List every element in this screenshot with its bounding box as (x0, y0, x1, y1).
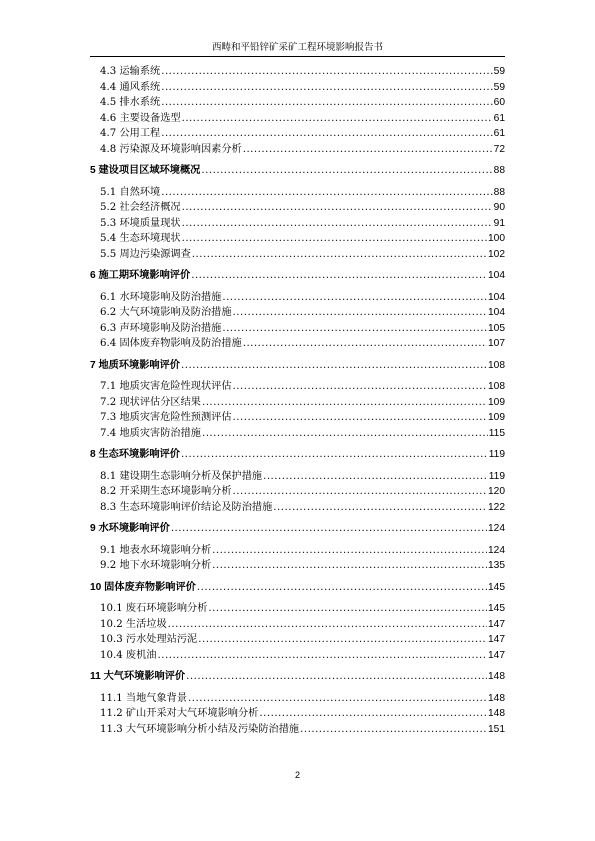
toc-entry-page: 124 (488, 523, 505, 534)
toc-leader-dots (208, 603, 487, 615)
toc-entry-page: 59 (493, 81, 505, 93)
toc-entry-label: 10.4 废机油 (100, 649, 157, 661)
toc-entry-label: 6 施工期环境影响评价 (90, 270, 191, 281)
toc-section-entry[interactable] (90, 82, 505, 98)
toc-leader-dots (161, 97, 492, 109)
running-header: 西畴和平铅锌矿采矿工程环境影响报告书 (211, 42, 383, 53)
toc-section-entry[interactable] (90, 486, 505, 502)
toc-entry-page: 119 (488, 470, 505, 482)
toc-entry-label: 4.8 污染源及环境影响因素分析 (100, 143, 242, 155)
toc-leader-dots (243, 144, 493, 156)
toc-section-entry[interactable] (90, 560, 505, 576)
toc-leader-dots (197, 582, 487, 594)
toc-entry-label: 7.2 现状评估分区结果 (100, 396, 201, 408)
toc-entry-label: 4.6 主要设备选型 (100, 112, 181, 124)
toc-entry-label: 7.1 地质灾害危险性现状评估 (100, 381, 232, 392)
toc-chapter-entry[interactable] (90, 671, 505, 687)
toc-entry-label: 6.2 大气环境影响及防治措施 (100, 307, 232, 318)
toc-entry-page: 60 (493, 97, 505, 108)
toc-leader-dots (168, 619, 487, 631)
toc-entry-page: 72 (493, 143, 505, 155)
toc-leader-dots (243, 338, 487, 350)
toc-entry-label: 5.3 环境质量现状 (100, 217, 181, 229)
toc-entry-page: 104 (488, 270, 505, 281)
toc-entry-label: 11.1 当地气象背景 (100, 692, 188, 704)
toc-entry-page: 115 (488, 427, 505, 439)
toc-leader-dots (233, 412, 487, 424)
toc-section-entry[interactable] (90, 307, 505, 323)
page-number: 2 (294, 770, 300, 780)
toc-leader-dots (188, 693, 487, 705)
toc-leader-dots (157, 650, 487, 662)
toc-entry-page: 104 (488, 307, 505, 318)
toc-leader-dots (192, 249, 487, 261)
toc-entry-page: 119 (488, 449, 505, 460)
toc-entry-label: 4.3 运输系统 (100, 66, 161, 77)
toc-entry-page: 88 (493, 186, 505, 198)
toc-entry-page: 108 (488, 359, 505, 371)
toc-section-entry[interactable] (90, 693, 505, 709)
toc-entry-label: 5 建设项目区域环境概况 (90, 165, 201, 176)
toc-section-entry[interactable] (90, 323, 505, 339)
toc-leader-dots (182, 233, 487, 245)
toc-section-entry[interactable] (90, 128, 505, 144)
toc-entry-page: 59 (493, 66, 505, 77)
toc-entry-label: 5.5 周边污染源调查 (100, 248, 191, 260)
toc-entry-label: 5.4 生态环境现状 (100, 233, 181, 244)
toc-leader-dots (263, 471, 488, 483)
toc-entry-label: 9 水环境影响评价 (90, 523, 170, 534)
toc-leader-dots (161, 128, 492, 140)
toc-section-entry[interactable] (90, 113, 505, 129)
toc-leader-dots (198, 634, 487, 646)
toc-entry-label: 11 大气环境影响评价 (90, 671, 186, 682)
header-rule (90, 56, 505, 57)
toc-entry-label: 7 地质环境影响评价 (90, 359, 180, 371)
toc-leader-dots (182, 113, 493, 125)
toc-entry-page: 61 (493, 128, 505, 139)
toc-entry-page: 109 (488, 396, 505, 408)
toc-section-entry[interactable] (90, 66, 505, 82)
toc-leader-dots (161, 82, 492, 94)
toc-section-entry[interactable] (90, 249, 505, 265)
toc-entry-label: 8 生态环境影响评价 (90, 449, 180, 460)
toc-entry-page: 105 (488, 322, 505, 334)
toc-leader-dots (181, 449, 488, 461)
toc-leader-dots (171, 523, 487, 535)
toc-leader-dots (191, 270, 487, 282)
toc-entry-label: 7.3 地质灾害危险性预测评估 (100, 412, 232, 423)
toc-section-entry[interactable] (90, 202, 505, 218)
toc-leader-dots (182, 218, 493, 230)
toc-chapter-entry[interactable] (90, 582, 505, 598)
toc-entry-page: 122 (488, 501, 505, 513)
toc-entry-label: 5.2 社会经济概况 (100, 202, 181, 213)
toc-entry-page: 107 (488, 338, 505, 349)
toc-section-entry[interactable] (90, 412, 505, 428)
toc-chapter-entry[interactable] (90, 165, 505, 181)
toc-entry-page: 109 (488, 412, 505, 423)
toc-leader-dots (233, 486, 487, 498)
toc-section-entry[interactable] (90, 397, 505, 413)
toc-leader-dots (186, 671, 487, 683)
toc-leader-dots (273, 502, 487, 514)
toc-entry-page: 135 (488, 560, 505, 571)
toc-section-entry[interactable] (90, 545, 505, 561)
toc-section-entry[interactable] (90, 619, 505, 635)
toc-entry-page: 90 (493, 202, 505, 213)
toc-chapter-entry[interactable] (90, 449, 505, 465)
toc-section-entry[interactable] (90, 218, 505, 234)
toc-leader-dots (212, 545, 487, 557)
toc-entry-label: 8.2 开采期生态环境影响分析 (100, 486, 232, 497)
toc-entry-label: 4.7 公用工程 (100, 128, 161, 139)
toc-leader-dots (222, 323, 487, 335)
toc-entry-label: 11.3 大气环境影响分析小结及污染防治措施 (100, 723, 300, 735)
toc-leader-dots (201, 165, 492, 177)
toc-entry-page: 124 (488, 544, 505, 556)
toc-leader-dots (222, 292, 487, 304)
toc-leader-dots (161, 187, 492, 199)
toc-chapter-entry[interactable] (90, 360, 505, 376)
toc-section-entry[interactable] (90, 233, 505, 249)
toc-entry-label: 8.3 生态环境影响评价结论及防治措施 (100, 501, 273, 513)
toc-leader-dots (181, 360, 487, 372)
toc-entry-label: 11.2 矿山开采对大气环境影响分析 (100, 708, 259, 719)
toc-leader-dots (233, 381, 487, 393)
toc-section-entry[interactable] (90, 381, 505, 397)
toc-entry-page: 147 (488, 649, 505, 661)
toc-section-entry[interactable] (90, 428, 505, 444)
toc-chapter-entry[interactable] (90, 523, 505, 539)
toc-entry-page: 61 (493, 112, 505, 124)
toc-entry-label: 10.2 生活垃圾 (100, 618, 167, 630)
toc-leader-dots (202, 397, 487, 409)
toc-entry-page: 151 (488, 723, 505, 735)
toc-chapter-entry[interactable] (90, 270, 505, 286)
toc-leader-dots (212, 560, 487, 572)
toc-entry-label: 7.4 地质灾害防治措施 (100, 427, 201, 439)
toc-entry-page: 104 (488, 291, 505, 303)
toc-entry-label: 9.2 地下水环境影响分析 (100, 560, 212, 571)
toc-entry-page: 148 (488, 692, 505, 704)
toc-section-entry[interactable] (90, 650, 505, 666)
toc-section-entry[interactable] (90, 338, 505, 354)
toc-section-entry[interactable] (90, 634, 505, 650)
toc-entry-page: 102 (488, 248, 505, 260)
toc-entry-page: 100 (488, 233, 505, 244)
toc-entry-label: 6.4 固体废弃物影响及防治措施 (100, 338, 242, 349)
toc-leader-dots (202, 428, 488, 440)
toc-entry-page: 148 (488, 708, 505, 719)
toc-entry-label: 5.1 自然环境 (100, 186, 161, 198)
toc-section-entry[interactable] (90, 97, 505, 113)
toc-entry-label: 10.1 废石环境影响分析 (100, 603, 208, 614)
toc-entry-page: 147 (488, 618, 505, 630)
toc-leader-dots (259, 708, 487, 720)
toc-leader-dots (233, 307, 487, 319)
toc-section-entry[interactable] (90, 708, 505, 724)
toc-entry-label: 8.1 建设期生态影响分析及保护措施 (100, 470, 263, 482)
toc-entry-page: 145 (488, 581, 505, 593)
toc-section-entry[interactable] (90, 502, 505, 518)
toc-entry-label: 10 固体废弃物影响评价 (90, 581, 196, 593)
toc-entry-page: 88 (493, 165, 505, 176)
table-of-contents (90, 66, 505, 739)
toc-entry-page: 120 (488, 486, 505, 497)
toc-entry-page: 145 (488, 603, 505, 614)
toc-section-entry[interactable] (90, 724, 505, 740)
toc-entry-label: 6.1 水环境影响及防治措施 (100, 291, 222, 303)
toc-section-entry[interactable] (90, 471, 505, 487)
toc-entry-page: 147 (488, 634, 505, 645)
toc-entry-label: 9.1 地表水环境影响分析 (100, 544, 212, 556)
toc-entry-label: 4.5 排水系统 (100, 97, 161, 108)
toc-section-entry[interactable] (90, 292, 505, 308)
toc-entry-page: 108 (488, 381, 505, 392)
toc-leader-dots (182, 202, 493, 214)
toc-section-entry[interactable] (90, 603, 505, 619)
toc-entry-page: 148 (488, 671, 505, 682)
toc-section-entry[interactable] (90, 187, 505, 203)
toc-leader-dots (300, 724, 487, 736)
toc-entry-label: 4.4 通风系统 (100, 81, 161, 93)
toc-leader-dots (161, 66, 492, 78)
toc-entry-page: 91 (493, 217, 505, 229)
toc-entry-label: 10.3 污水处理站污泥 (100, 634, 198, 645)
toc-section-entry[interactable] (90, 144, 505, 160)
toc-entry-label: 6.3 声环境影响及防治措施 (100, 322, 222, 334)
